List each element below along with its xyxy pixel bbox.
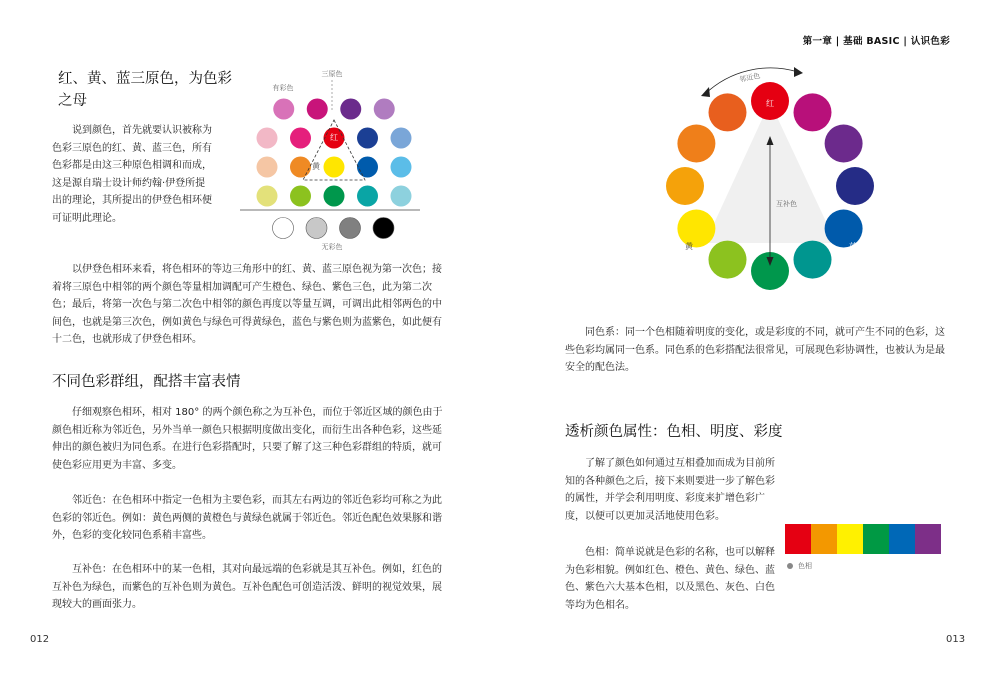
paragraph-color-attributes: 了解了颜色如何通过互相叠加而成为目前所知的各种颜色之后，接下来则要进一步了解色彩的属性，并学会利用明度、彩度来扩增色彩广度，以便可以更加灵活地使用色彩。 — [565, 458, 775, 522]
paragraph-hue: 色相：简单说就是色彩的名称，也可以解释为色彩相貌。例如红色、橙色、黄色、绿色、蓝色、紫色六大基本色相，以及黑色、灰色、白色等均为色相名。 — [565, 547, 775, 611]
header-separator: | — [903, 36, 908, 47]
hue-segment — [785, 524, 811, 554]
adjacent-arrowhead-right — [794, 67, 803, 77]
hue-segment — [863, 524, 889, 554]
color-swatch — [273, 99, 294, 120]
hue-segment — [811, 524, 837, 554]
paragraph-itten-wheel: 以伊登色相环来看，将色相环的等边三角形中的红、黄、蓝三原色视为第一次色；接着将三原色中相邻的两个颜色等量相加调配可产生橙色、绿色、紫色三色，此为第二次色；最后，将第一次色与第二次色中相邻的颜色再度以等量互调，可调出此相邻两色的中间色，也就是第三次色，例如黄色与绿色可得黄绿色，蓝色与紫色则为蓝紫色，如此便有十二色，也就形成了伊登色相环。 — [52, 264, 442, 346]
color-swatch — [357, 157, 378, 178]
color-swatch — [357, 186, 378, 207]
color-swatch — [257, 128, 278, 149]
hue-segment — [837, 524, 863, 554]
color-swatch — [290, 157, 311, 178]
color-swatch — [307, 99, 328, 120]
hue-bar — [785, 524, 941, 554]
gray-swatch — [340, 218, 361, 239]
hue-segment — [915, 524, 941, 554]
color-swatch — [391, 128, 412, 149]
wheel-color — [836, 167, 874, 205]
hue-segment — [889, 524, 915, 554]
primary-colors-diagram — [238, 62, 428, 254]
wheel-color — [666, 167, 704, 205]
header-topic: 认识色彩 — [910, 36, 950, 47]
bullet-icon — [787, 563, 793, 569]
section-heading-color-groups: 不同色彩群组，配搭丰富表情 — [52, 374, 241, 390]
color-swatch — [374, 99, 395, 120]
wheel-blue-label: 蓝 — [849, 242, 857, 251]
section-heading-color-attributes: 透析颜色属性：色相、明度、彩度 — [565, 424, 783, 440]
paragraph-complementary-colors: 互补色：在色相环中的某一色相，其对向最远端的色彩就是其互补色。例如，红色的互补色为绿色，而紫色的互补色则为黄色。互补色配色可创造活泼、鲜明的视觉效果，展现较大的画面张力。 — [52, 564, 442, 611]
header-separator: | — [835, 36, 840, 47]
page-number-left: 012 — [30, 634, 50, 645]
wheel-color — [794, 241, 832, 279]
color-swatch — [324, 157, 345, 178]
wheel-red-label: 红 — [766, 99, 774, 108]
header-section: 基础 BASIC — [843, 36, 900, 47]
color-swatch — [357, 128, 378, 149]
wheel-color — [794, 93, 832, 131]
running-header — [803, 33, 950, 47]
wheel-color — [825, 125, 863, 163]
wheel-color — [677, 210, 715, 248]
intro-paragraph: 说到颜色，首先就要认识被称为色彩三原色的红、黄、蓝三色，所有色彩都是由这三种原色相调和而成，这是源自瑞士设计师约翰·伊登所提出的理论，其所提出的伊登色相环便可证明此理论。 — [52, 125, 212, 224]
color-swatch — [257, 157, 278, 178]
color-swatch — [324, 186, 345, 207]
adjacent-arrowhead-left — [701, 87, 710, 97]
color-swatch — [391, 186, 412, 207]
paragraph-adjacent-colors: 邻近色：在色相环中指定一色相为主要色彩，而其左右两边的邻近色彩均可称之为此色彩的邻近色。例如：黄色两侧的黄橙色与黄绿色就属于邻近色。邻近色配色效果豚和谐外，色彩的变化较同色系稍丰富些。 — [52, 495, 442, 542]
color-swatch — [290, 128, 311, 149]
wheel-color — [709, 241, 747, 279]
color-swatch — [340, 99, 361, 120]
hue-caption-text: 色相 — [798, 562, 812, 570]
color-wheel-diagram — [648, 60, 898, 322]
paragraph-color-groups: 仔细观察色相环，相对 180° 的两个颜色称之为互补色，而位于邻近区域的颜色由于颜色相近称为邻近色，另外当单一颜色只根据明度做出变化，而衍生出各种色彩，这些延伸出的颜色被归为同色系。在进行色彩搭配时，只要了解了这三种色彩群组的特质，就可使色彩应用更为丰富、多变。 — [52, 407, 443, 471]
label-complementary: 互补色 — [776, 200, 797, 208]
primary-yellow-label: 黄 — [312, 162, 320, 171]
header-chapter: 第一章 — [802, 36, 833, 47]
section-heading-primary-colors: 红、黄、蓝三原色，为色彩之母 — [58, 71, 232, 109]
wheel-color — [677, 125, 715, 163]
paragraph-same-hue: 同色系：同一个色相随着明度的变化，或是彩度的不同，就可产生不同的色彩，这些色彩均属同一色系。同色系的色彩搭配法很常见，可展现色彩协调性，也被认为是最安全的配色法。 — [565, 327, 945, 374]
gray-swatch — [306, 218, 327, 239]
primary-blue-label: 蓝 — [345, 162, 353, 171]
primary-red-label: 红 — [330, 133, 338, 142]
wheel-yellow-label: 黄 — [685, 242, 693, 251]
page-number-right: 013 — [946, 634, 966, 645]
hue-caption — [787, 561, 812, 571]
color-swatch — [257, 186, 278, 207]
label-chromatic: 有彩色 — [272, 84, 294, 92]
wheel-color — [709, 93, 747, 131]
label-adjacent: 邻近色 — [738, 71, 761, 84]
label-primary-colors: 三原色 — [321, 70, 343, 78]
gray-swatch — [373, 218, 394, 239]
gray-swatch — [273, 218, 294, 239]
color-swatch — [391, 157, 412, 178]
label-achromatic: 无彩色 — [321, 243, 343, 251]
color-swatch — [290, 186, 311, 207]
